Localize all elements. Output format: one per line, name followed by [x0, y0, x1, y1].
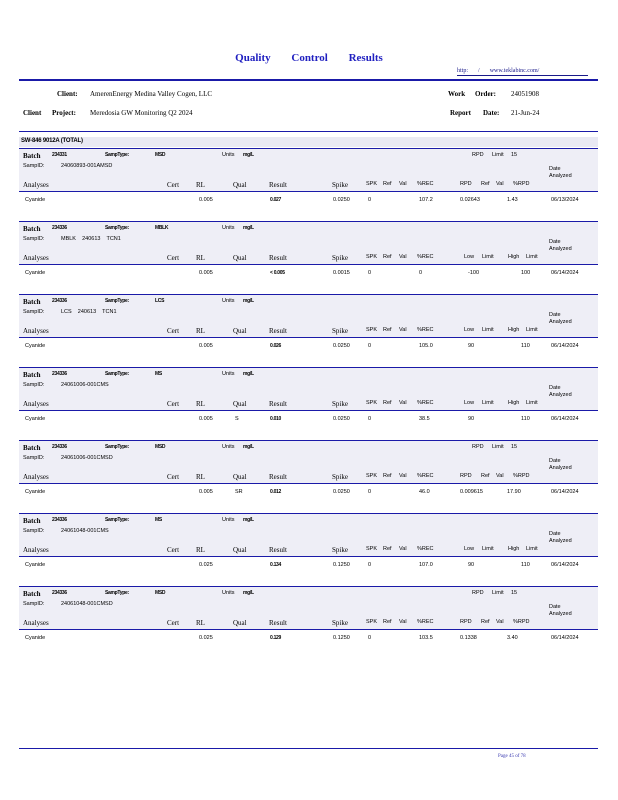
batch-header-rule [19, 483, 598, 484]
col-qual: Qual [233, 619, 247, 627]
samptype-value: MS [155, 371, 162, 377]
col-high: High [508, 546, 520, 552]
page-number: Page 45 of 78 [498, 754, 526, 759]
col-result: Result [269, 327, 287, 335]
qc-col-1-value: 90 [468, 343, 475, 349]
rpd-limit-label-a: RPD [472, 590, 484, 596]
date-label-b: Analyzed [549, 392, 572, 398]
result-value: 0.027 [270, 197, 282, 203]
col-low: Low [464, 546, 475, 552]
col-cert: Cert [167, 400, 180, 408]
spike-value: 0.0250 [333, 489, 350, 495]
rl-value: 0.025 [199, 562, 213, 568]
spike-value: 0.1250 [333, 635, 350, 641]
samptype-label: SampType: [105, 444, 129, 450]
rec-value: 105.0 [419, 343, 433, 349]
rpd-limit-label-b: Limit [492, 444, 504, 450]
url-part: http: [457, 68, 469, 74]
qc-col-2-value: 3.40 [507, 635, 518, 641]
batch-top-rule [19, 586, 598, 587]
units-value: mg/L [243, 444, 254, 450]
col-rl: RL [196, 473, 205, 481]
samptype-label: SampType: [105, 517, 129, 523]
batch-top-rule [19, 513, 598, 514]
col-spike: Spike [332, 254, 348, 262]
col-rpd: RPD [460, 473, 472, 479]
col-low: Low [464, 400, 475, 406]
col-cert: Cert [167, 619, 180, 627]
col-analyses: Analyses [23, 546, 49, 554]
units-value: mg/L [243, 152, 254, 158]
col-rpd-ref: Ref [481, 181, 490, 187]
date-label-a: Date [549, 458, 561, 464]
col-ref: Ref [383, 473, 392, 479]
units-value: mg/L [243, 225, 254, 231]
section-rule [19, 131, 598, 132]
qc-col-2-value: 17.90 [507, 489, 521, 495]
rec-value: 0 [419, 270, 423, 276]
result-value: 0.026 [270, 343, 282, 349]
spk-ref-value: 0 [368, 270, 372, 276]
col-rpd-ref: Ref [481, 473, 490, 479]
batch-id: 234331 [52, 152, 67, 158]
col-rpd-val: Val [496, 181, 504, 187]
analyte-name: Cyanide [25, 562, 46, 568]
order-label: Order: [475, 90, 496, 98]
sampid-label: SampID: [23, 601, 45, 607]
col-result: Result [269, 473, 287, 481]
col-high-limit: Limit [526, 400, 538, 406]
batch-header-rule [19, 337, 598, 338]
rec-value: 46.0 [419, 489, 430, 495]
title-word: Results [348, 52, 383, 64]
date-analyzed-value: 06/14/2024 [551, 635, 579, 641]
qc-col-2-value: 1.43 [507, 197, 518, 203]
qc-batch-block [19, 221, 598, 283]
report-date-value: 21-Jun-24 [511, 109, 540, 117]
rec-value: 107.2 [419, 197, 433, 203]
col-pct-rpd: %RPD [513, 181, 530, 187]
rl-value: 0.025 [199, 635, 213, 641]
col-spk: SPK [366, 181, 378, 187]
col-spk: SPK [366, 546, 378, 552]
title-word: Control [291, 52, 328, 64]
samptype-value: MSD [155, 152, 166, 158]
date-analyzed-value: 06/13/2024 [551, 197, 579, 203]
batch-header-rule [19, 410, 598, 411]
batch-label: Batch [23, 298, 41, 306]
col-qual: Qual [233, 327, 247, 335]
rl-value: 0.005 [199, 197, 213, 203]
col-high: High [508, 400, 520, 406]
col-spk: SPK [366, 254, 378, 260]
sampid-value: LCS 240613 TCN1 [61, 309, 117, 315]
sampid-label: SampID: [23, 163, 45, 169]
col-val: Val [399, 400, 407, 406]
col-low-limit: Limit [482, 254, 494, 260]
rl-value: 0.005 [199, 270, 213, 276]
units-label: Units [222, 225, 235, 231]
batch-id: 234336 [52, 371, 67, 377]
url-part: www.teklabinc.com/ [489, 68, 540, 74]
batch-header-rule [19, 556, 598, 557]
rec-value: 107.0 [419, 562, 433, 568]
batch-id: 234336 [52, 590, 67, 596]
sampid-value: 24061006-001CMSD [61, 455, 113, 461]
date-label-a: Date [549, 166, 561, 172]
qc-col-2-value: 110 [521, 416, 530, 422]
qual-value: S [235, 416, 239, 422]
batch-label: Batch [23, 152, 41, 160]
footer-rule [19, 748, 598, 749]
qc-col-1-value: 0.009615 [460, 489, 483, 495]
date-label-a: Date [549, 531, 561, 537]
header-rule [19, 79, 598, 81]
col-spk: SPK [366, 619, 378, 625]
col-analyses: Analyses [23, 327, 49, 335]
col-cert: Cert [167, 254, 180, 262]
qc-batch-block [19, 148, 598, 210]
spike-value: 0.0250 [333, 343, 350, 349]
date-label-a: Date [549, 312, 561, 318]
spk-ref-value: 0 [368, 635, 372, 641]
date-analyzed-value: 06/14/2024 [551, 416, 579, 422]
qc-batch-block [19, 513, 598, 575]
col-high: High [508, 254, 520, 260]
col-analyses: Analyses [23, 254, 49, 262]
samptype-label: SampType: [105, 225, 129, 231]
col-ref: Ref [383, 400, 392, 406]
batch-id: 234336 [52, 225, 67, 231]
col-rpd-val: Val [496, 473, 504, 479]
work-order-value: 24051908 [511, 90, 539, 98]
url-part: / [478, 68, 480, 74]
rl-value: 0.005 [199, 489, 213, 495]
project-label-2: Project: [52, 109, 76, 117]
sampid-value: MBLK 240613 TCN1 [61, 236, 121, 242]
qc-batch-block [19, 440, 598, 502]
batch-top-rule [19, 221, 598, 222]
batch-id: 234336 [52, 517, 67, 523]
col-val: Val [399, 181, 407, 187]
sampid-label: SampID: [23, 309, 45, 315]
rpd-limit-value: 15 [511, 444, 518, 450]
units-label: Units [222, 298, 235, 304]
analyte-name: Cyanide [25, 343, 46, 349]
samptype-value: MS [155, 517, 162, 523]
project-label-1: Client [23, 109, 42, 117]
col-val: Val [399, 546, 407, 552]
date-label-a: Date [549, 239, 561, 245]
col-val: Val [399, 254, 407, 260]
units-label: Units [222, 371, 235, 377]
date-analyzed-value: 06/14/2024 [551, 270, 579, 276]
units-label: Units [222, 590, 235, 596]
col-rl: RL [196, 181, 205, 189]
report-title [0, 52, 618, 64]
col-rpd-ref: Ref [481, 619, 490, 625]
report-label: Report [450, 109, 471, 117]
units-value: mg/L [243, 371, 254, 377]
analyte-name: Cyanide [25, 416, 46, 422]
col-rec: %REC [417, 181, 434, 187]
col-ref: Ref [383, 181, 392, 187]
col-analyses: Analyses [23, 619, 49, 627]
samptype-value: MBLK [155, 225, 169, 231]
col-high-limit: Limit [526, 546, 538, 552]
col-result: Result [269, 400, 287, 408]
qc-batch-block [19, 586, 598, 648]
sampid-label: SampID: [23, 236, 45, 242]
date-label-b: Analyzed [549, 246, 572, 252]
sampid-label: SampID: [23, 455, 45, 461]
result-value: 0.134 [270, 562, 282, 568]
col-val: Val [399, 473, 407, 479]
col-spk: SPK [366, 400, 378, 406]
rpd-limit-value: 15 [511, 152, 518, 158]
samptype-label: SampType: [105, 371, 129, 377]
col-low-limit: Limit [482, 546, 494, 552]
spike-value: 0.1250 [333, 562, 350, 568]
date-analyzed-value: 06/14/2024 [551, 343, 579, 349]
rec-value: 38.5 [419, 416, 430, 422]
col-spk: SPK [366, 327, 378, 333]
col-rl: RL [196, 327, 205, 335]
col-result: Result [269, 181, 287, 189]
units-value: mg/L [243, 590, 254, 596]
result-value: 0.010 [270, 416, 282, 422]
qual-value: SR [235, 489, 243, 495]
sampid-value: 24061048-001CMS [61, 528, 109, 534]
analyte-name: Cyanide [25, 489, 46, 495]
col-rec: %REC [417, 254, 434, 260]
col-analyses: Analyses [23, 181, 49, 189]
batch-top-rule [19, 294, 598, 295]
col-low: Low [464, 327, 475, 333]
samptype-value: MSD [155, 444, 166, 450]
spike-value: 0.0015 [333, 270, 350, 276]
qc-batch-block [19, 367, 598, 429]
batch-label: Batch [23, 225, 41, 233]
units-label: Units [222, 444, 235, 450]
col-rec: %REC [417, 400, 434, 406]
col-spike: Spike [332, 400, 348, 408]
rl-value: 0.005 [199, 416, 213, 422]
batch-top-rule [19, 367, 598, 368]
date-label: Date: [483, 109, 500, 117]
rl-value: 0.005 [199, 343, 213, 349]
col-high-limit: Limit [526, 254, 538, 260]
method-bar [19, 137, 598, 147]
date-label-b: Analyzed [549, 173, 572, 179]
result-value: < 0.005 [270, 270, 285, 276]
qc-col-1-value: 0.1338 [460, 635, 477, 641]
method-name: SW-846 9012A (TOTAL) [21, 138, 83, 144]
col-spike: Spike [332, 619, 348, 627]
date-label-a: Date [549, 385, 561, 391]
qc-batch-block [19, 294, 598, 356]
qc-col-1-value: 90 [468, 416, 475, 422]
date-label-b: Analyzed [549, 319, 572, 325]
result-value: 0.129 [270, 635, 282, 641]
col-cert: Cert [167, 327, 180, 335]
col-high-limit: Limit [526, 327, 538, 333]
batch-header-rule [19, 191, 598, 192]
col-spike: Spike [332, 327, 348, 335]
col-val: Val [399, 327, 407, 333]
date-label-b: Analyzed [549, 465, 572, 471]
col-low-limit: Limit [482, 400, 494, 406]
col-spike: Spike [332, 181, 348, 189]
col-spike: Spike [332, 473, 348, 481]
client-value: AmerenEnergy Medina Valley Cogen, LLC [90, 90, 213, 98]
col-ref: Ref [383, 619, 392, 625]
spk-ref-value: 0 [368, 197, 372, 203]
spk-ref-value: 0 [368, 343, 372, 349]
qc-col-1-value: -100 [468, 270, 480, 276]
rpd-limit-value: 15 [511, 590, 518, 596]
col-cert: Cert [167, 181, 180, 189]
col-cert: Cert [167, 473, 180, 481]
samptype-label: SampType: [105, 152, 129, 158]
analyte-name: Cyanide [25, 197, 46, 203]
date-label-b: Analyzed [549, 538, 572, 544]
col-qual: Qual [233, 254, 247, 262]
spike-value: 0.0250 [333, 197, 350, 203]
batch-label: Batch [23, 371, 41, 379]
col-qual: Qual [233, 473, 247, 481]
batch-label: Batch [23, 444, 41, 452]
col-low: Low [464, 254, 475, 260]
samptype-value: LCS [155, 298, 165, 304]
analyte-name: Cyanide [25, 635, 46, 641]
work-label: Work [448, 90, 466, 98]
col-cert: Cert [167, 546, 180, 554]
col-analyses: Analyses [23, 473, 49, 481]
spk-ref-value: 0 [368, 489, 372, 495]
col-ref: Ref [383, 546, 392, 552]
col-rpd: RPD [460, 181, 472, 187]
col-result: Result [269, 619, 287, 627]
col-pct-rpd: %RPD [513, 619, 530, 625]
samptype-value: MSD [155, 590, 166, 596]
qc-col-1-value: 90 [468, 562, 475, 568]
col-val: Val [399, 619, 407, 625]
col-ref: Ref [383, 254, 392, 260]
spk-ref-value: 0 [368, 562, 372, 568]
col-result: Result [269, 254, 287, 262]
col-spike: Spike [332, 546, 348, 554]
rpd-limit-label-a: RPD [472, 444, 484, 450]
date-analyzed-value: 06/14/2024 [551, 489, 579, 495]
batch-id: 234336 [52, 298, 67, 304]
batch-top-rule [19, 148, 598, 149]
col-rpd: RPD [460, 619, 472, 625]
units-label: Units [222, 517, 235, 523]
col-pct-rpd: %RPD [513, 473, 530, 479]
col-qual: Qual [233, 400, 247, 408]
project-value: Meredosia GW Monitoring Q2 2024 [90, 109, 193, 117]
analyte-name: Cyanide [25, 270, 46, 276]
col-rl: RL [196, 400, 205, 408]
title-word: Quality [235, 52, 271, 64]
col-rec: %REC [417, 473, 434, 479]
spk-ref-value: 0 [368, 416, 372, 422]
batch-label: Batch [23, 517, 41, 525]
rpd-limit-label-b: Limit [492, 590, 504, 596]
col-qual: Qual [233, 181, 247, 189]
client-label: Client: [57, 90, 78, 98]
units-value: mg/L [243, 298, 254, 304]
qc-col-1-value: 0.02643 [460, 197, 480, 203]
sampid-value: 24060893-001AMSD [61, 163, 113, 169]
rpd-limit-label-a: RPD [472, 152, 484, 158]
col-analyses: Analyses [23, 400, 49, 408]
spike-value: 0.0250 [333, 416, 350, 422]
batch-header-rule [19, 264, 598, 265]
sampid-value: 24061006-001CMS [61, 382, 109, 388]
sampid-value: 24061048-001CMSD [61, 601, 113, 607]
col-ref: Ref [383, 327, 392, 333]
date-label-a: Date [549, 604, 561, 610]
date-analyzed-value: 06/14/2024 [551, 562, 579, 568]
col-rl: RL [196, 254, 205, 262]
units-label: Units [222, 152, 235, 158]
sampid-label: SampID: [23, 528, 45, 534]
col-rl: RL [196, 546, 205, 554]
batch-header-rule [19, 629, 598, 630]
col-rl: RL [196, 619, 205, 627]
batch-id: 234336 [52, 444, 67, 450]
units-value: mg/L [243, 517, 254, 523]
samptype-label: SampType: [105, 298, 129, 304]
batch-top-rule [19, 440, 598, 441]
col-spk: SPK [366, 473, 378, 479]
rpd-limit-label-b: Limit [492, 152, 504, 158]
col-result: Result [269, 546, 287, 554]
col-rec: %REC [417, 327, 434, 333]
date-label-b: Analyzed [549, 611, 572, 617]
lab-url[interactable] [457, 68, 588, 76]
sampid-label: SampID: [23, 382, 45, 388]
col-qual: Qual [233, 546, 247, 554]
qc-col-2-value: 110 [521, 343, 530, 349]
batch-label: Batch [23, 590, 41, 598]
qc-col-2-value: 110 [521, 562, 530, 568]
qc-col-2-value: 100 [521, 270, 531, 276]
col-low-limit: Limit [482, 327, 494, 333]
col-rpd-val: Val [496, 619, 504, 625]
samptype-label: SampType: [105, 590, 129, 596]
col-high: High [508, 327, 520, 333]
rec-value: 103.5 [419, 635, 433, 641]
col-rec: %REC [417, 619, 434, 625]
result-value: 0.012 [270, 489, 282, 495]
col-rec: %REC [417, 546, 434, 552]
